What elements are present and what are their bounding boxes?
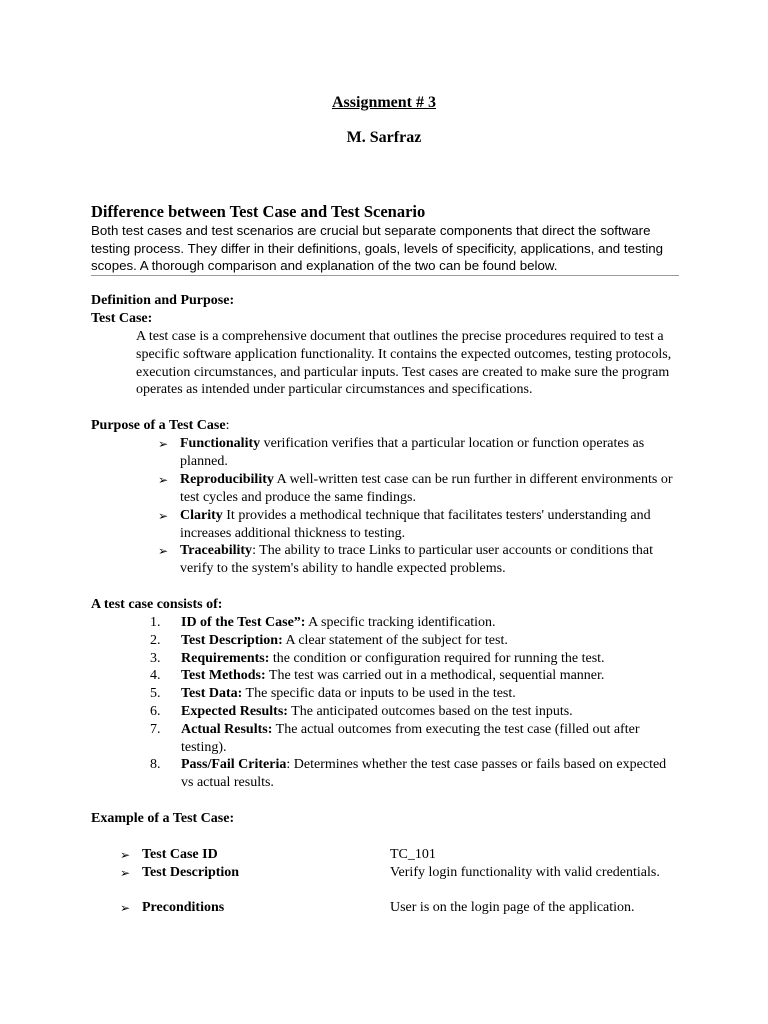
list-item [150,703,681,721]
section-heading: Difference between Test Case and Test Scenario [91,202,426,221]
purpose-text: A well-written test case can be run further in different environments or test cycles and produce the same findings. [180,472,673,505]
arrow-bullet-icon: ➢ [120,901,131,915]
arrow-bullet-icon: ➢ [158,544,169,558]
item-term: Test Methods: [181,668,266,683]
item-term: Requirements: [181,651,270,666]
example-heading: Example of a Test Case: [91,811,235,826]
purpose-text: verification verifies that a particular location or function operates as planned. [180,436,645,469]
purpose-heading [91,417,229,435]
table-row [120,899,690,918]
purpose-heading-colon: : [225,418,230,433]
list-item [150,614,681,632]
arrow-bullet-icon: ➢ [120,866,131,880]
purpose-text: It provides a methodical technique that facilitates testers' understanding and increases additional thickness to testing. [180,508,651,541]
divider-line [91,275,679,276]
consists-heading: A test case consists of: [91,597,223,612]
item-number: 2. [150,633,161,648]
purpose-text: : The ability to trace Links to particular user accounts or conditions that verify to the system's ability to handle expected problems. [180,543,654,576]
assignment-title [0,94,768,112]
example-value: User is on the login page of the application. [390,900,635,915]
definition-heading: Definition and Purpose: [91,293,235,308]
item-text: A specific tracking identification. [305,615,496,630]
purpose-term: Traceability [180,543,253,558]
item-text: The specific data or inputs to be used in the test. [242,686,516,701]
list-item [150,721,681,757]
item-number: 7. [150,722,161,737]
example-label: Test Description [142,865,240,880]
definition-paragraph: A test case is a comprehensive document that outlines the precise procedures required to test a specific software application functionality. It contains the expected outcomes, testing protocols, execution circumstances, and particular inputs. Test cases are created to make sure the program operates as intended under particular circumstances and specifications. [136,329,672,398]
example-label: Preconditions [142,900,225,915]
list-item [158,471,681,507]
item-text: : Determines whether the test case passes or fails based on expected vs actual results. [181,757,667,790]
list-item [158,507,681,543]
list-item [150,667,681,685]
list-item [150,685,681,703]
list-item [150,650,681,668]
item-number: 4. [150,668,161,683]
purpose-term: Clarity [180,508,223,523]
author-name: M. Sarfraz [346,129,422,146]
item-number: 3. [150,651,161,666]
item-text: A clear statement of the subject for test. [282,633,508,648]
table-row [120,864,690,883]
list-item [158,435,681,471]
item-term: Actual Results: [181,722,273,737]
item-text: The test was carried out in a methodical, sequential manner. [265,668,605,683]
item-number: 5. [150,686,161,701]
arrow-bullet-icon: ➢ [120,848,131,862]
item-term: Test Data: [181,686,243,701]
item-number: 6. [150,704,161,719]
intro-paragraph: Both test cases and test scenarios are crucial but separate components that direct the software testing process. They differ in their definitions, goals, levels of specificity, applications, and testing scopes. A thorough comparison and explanation of the two can be found below. [91,223,664,273]
list-item [150,756,681,792]
item-term: ID of the Test Case”: [181,615,306,630]
example-label: Test Case ID [142,847,218,862]
arrow-bullet-icon: ➢ [158,509,169,523]
item-term: Expected Results: [181,704,288,719]
item-text: the condition or configuration required for running the test. [269,651,605,666]
item-term: Pass/Fail Criteria [181,757,287,772]
table-row [120,846,690,865]
arrow-bullet-icon: ➢ [158,437,169,451]
example-value: Verify login functionality with valid credentials. [390,865,660,880]
item-number: 1. [150,615,161,630]
item-term: Test Description: [181,633,283,648]
purpose-term: Functionality [180,436,261,451]
list-item [158,542,681,578]
test-case-subheading: Test Case: [91,311,153,326]
item-text: The anticipated outcomes based on the test inputs. [287,704,573,719]
item-number: 8. [150,757,161,772]
example-value: TC_101 [390,847,436,862]
list-item [150,632,681,650]
purpose-heading-text: Purpose of a Test Case [91,418,226,433]
purpose-term: Reproducibility [180,472,274,487]
assignment-title-text: Assignment # 3 [331,94,436,111]
item-text: The actual outcomes from executing the test case (filled out after testing). [181,722,640,755]
arrow-bullet-icon: ➢ [158,473,169,487]
